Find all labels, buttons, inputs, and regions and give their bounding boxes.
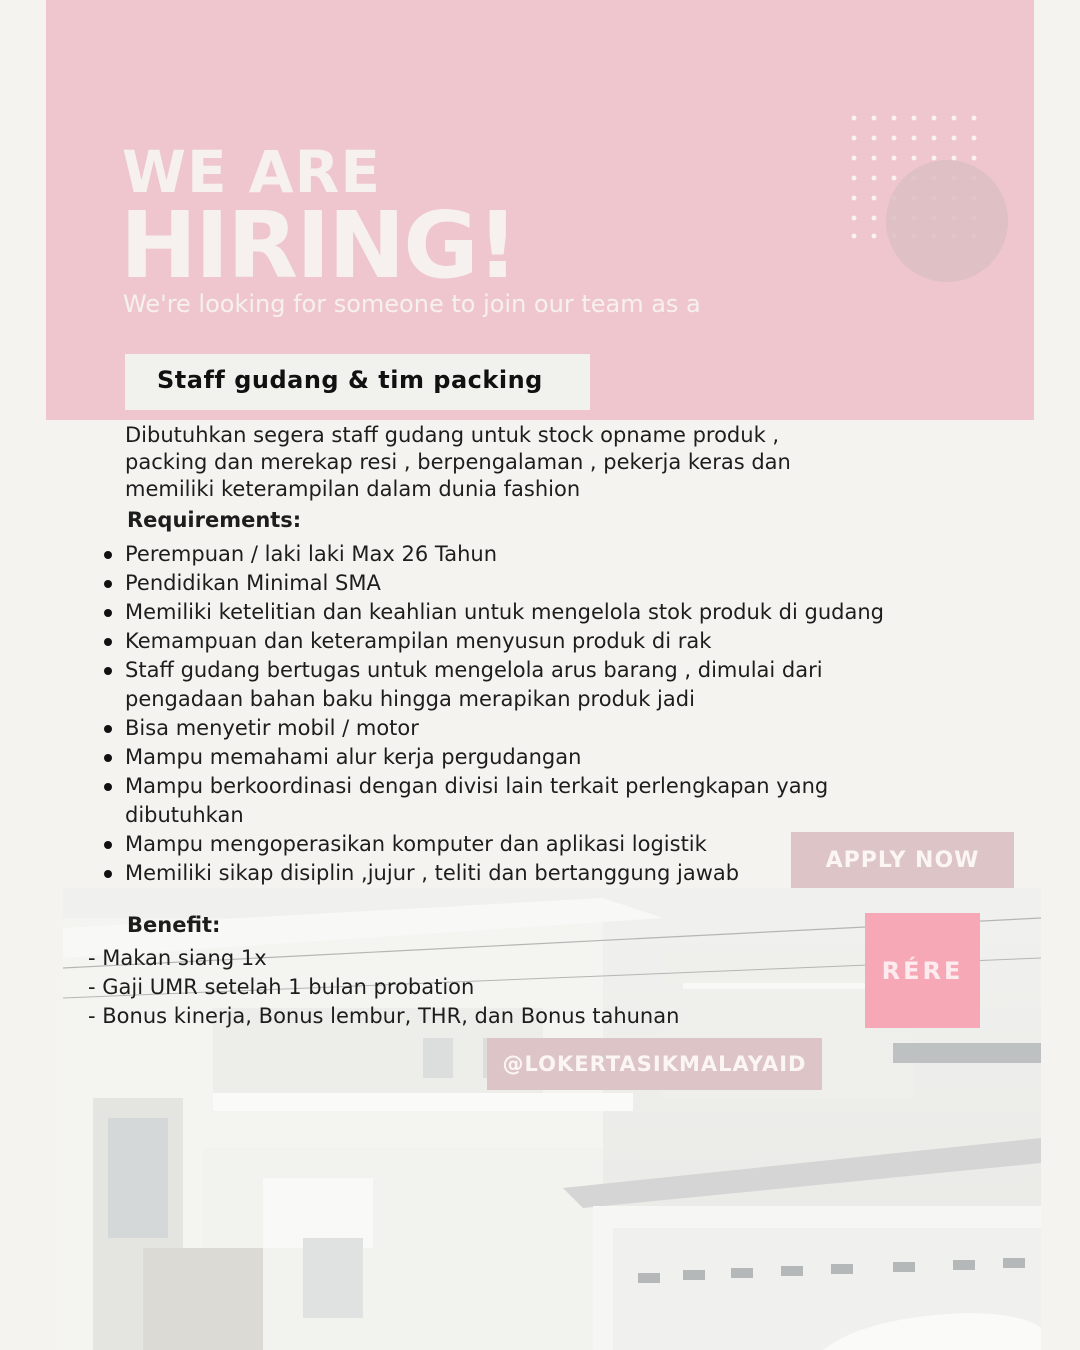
- benefit-item: - Makan siang 1x: [88, 946, 267, 970]
- brand-logo: [865, 913, 980, 1028]
- headline-hiring: HIRING!: [120, 192, 517, 299]
- logo-text: RÉRE: [881, 956, 964, 985]
- headline-we-are: WE ARE: [122, 138, 381, 206]
- requirement-item: Mampu memahami alur kerja pergudangan: [125, 743, 915, 772]
- benefit-item: - Bonus kinerja, Bonus lembur, THR, dan Bonus tahunan: [88, 1004, 680, 1028]
- job-description: Dibutuhkan segera staff gudang untuk stock opname produk , packing dan merekap resi , berpengalaman , pekerja keras dan memiliki keterampilan dalam dunia fashion: [125, 423, 791, 501]
- requirement-item: Kemampuan dan keterampilan menyusun produk di rak: [125, 627, 915, 656]
- apply-now-button[interactable]: APPLY NOW: [791, 832, 1014, 888]
- requirement-item: Staff gudang bertugas untuk mengelola arus barang , dimulai dari pengadaan bahan baku hingga merapikan produk jadi: [125, 656, 915, 714]
- requirement-item: Mampu berkoordinasi dengan divisi lain terkait perlengkapan yang dibutuhkan: [125, 772, 915, 830]
- requirement-item: Mampu mengoperasikan komputer dan aplikasi logistik: [125, 830, 915, 859]
- requirement-item: Memiliki ketelitian dan keahlian untuk mengelola stok produk di gudang: [125, 598, 915, 627]
- requirements-heading: Requirements:: [127, 508, 302, 532]
- headline-subtitle: We're looking for someone to join our team as a: [123, 290, 701, 318]
- requirement-item: Memiliki sikap disiplin ,jujur , teliti dan bertanggung jawab: [125, 859, 915, 888]
- requirement-item: Pendidikan Minimal SMA: [125, 569, 915, 598]
- circle-decoration: [886, 160, 1008, 282]
- job-title: Staff gudang & tim packing: [157, 366, 543, 394]
- benefit-item: - Gaji UMR setelah 1 bulan probation: [88, 975, 475, 999]
- job-title-box: [125, 354, 590, 410]
- requirement-item: Bisa menyetir mobil / motor: [125, 714, 915, 743]
- instagram-handle-badge[interactable]: @LOKERTASIKMALAYAID: [487, 1038, 822, 1090]
- benefit-heading: Benefit:: [127, 913, 221, 937]
- requirement-item: Perempuan / laki laki Max 26 Tahun: [125, 540, 915, 569]
- benefit-list: [88, 944, 679, 1031]
